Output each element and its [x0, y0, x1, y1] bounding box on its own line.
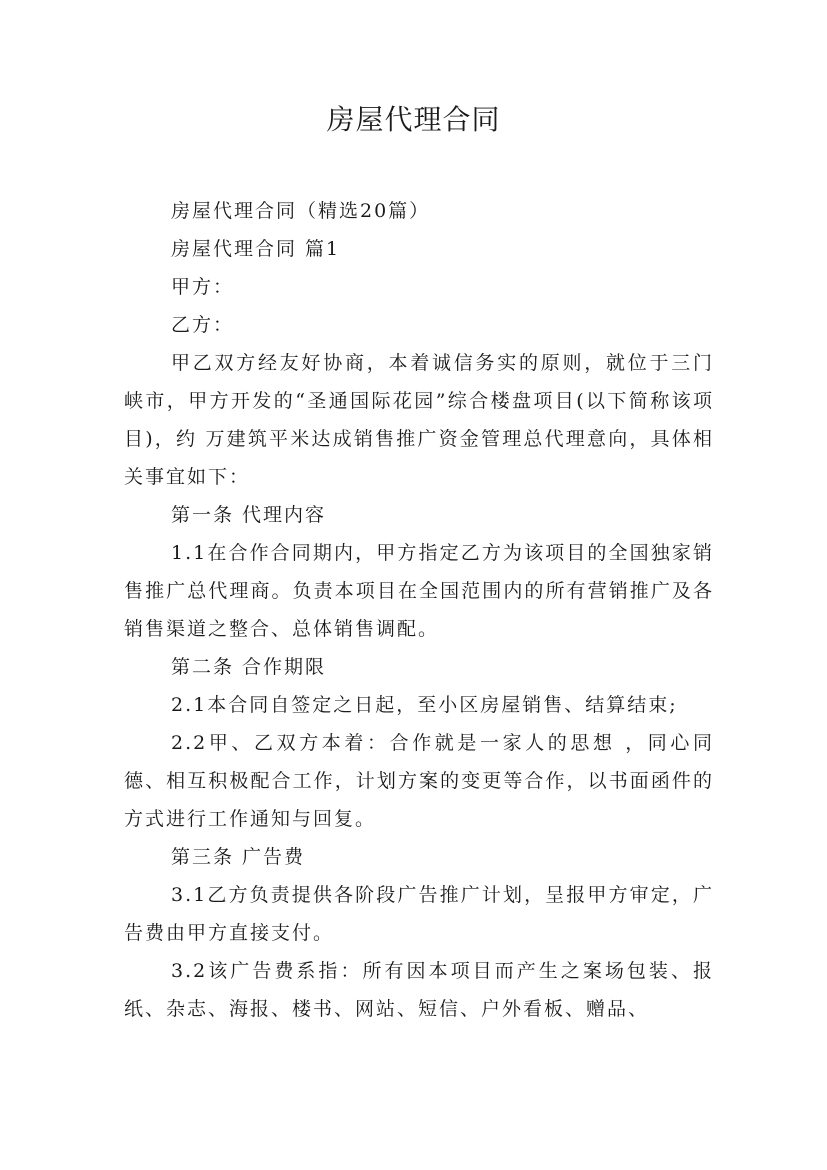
paragraph-subtitle: 房屋代理合同（精选20篇） [171, 200, 431, 222]
paragraph-clause-2-2: 2.2甲、乙双方本着：合作就是一家人的思想 ，同心同德、相互积极配合工作，计划方案的变更等合作，以书面函件的方式进行工作通知与回复。 [124, 732, 714, 830]
paragraph-clause-3-1: 3.1乙方负责提供各阶段广告推广计划，呈报甲方审定，广告费由甲方直接支付。 [124, 884, 714, 944]
paragraph-section-heading: 房屋代理合同 篇1 [171, 238, 341, 260]
paragraph-article-2-heading: 第二条 合作期限 [171, 656, 327, 678]
paragraph-party-a: 甲方： [171, 276, 235, 298]
paragraph-preamble: 甲乙双方经友好协商，本着诚信务实的原则，就位于三门峡市，甲方开发的“圣通国际花园”综合楼盘项目(以下简称该项目)，约 万建筑平米达成销售推广资金管理总代理意向，具体相关事宜如下： [124, 352, 714, 488]
paragraph-clause-2-1: 2.1本合同自签定之日起，至小区房屋销售、结算结束; [171, 694, 678, 716]
document-body [124, 192, 714, 1028]
paragraph-article-1-heading: 第一条 代理内容 [171, 504, 327, 526]
paragraph-article-3-heading: 第三条 广告费 [171, 846, 306, 868]
paragraph-party-b: 乙方： [171, 314, 235, 336]
document-title: 房屋代理合同 [326, 103, 501, 136]
paragraph-clause-1-1: 1.1在合作合同期内，甲方指定乙方为该项目的全国独家销售推广总代理商。负责本项目在全国范围内的所有营销推广及各销售渠道之整合、总体销售调配。 [124, 542, 714, 640]
paragraph-clause-3-2: 3.2该广告费系指：所有因本项目而产生之案场包装、报纸、杂志、海报、楼书、网站、短信、户外看板、赠品、 [124, 960, 714, 1020]
